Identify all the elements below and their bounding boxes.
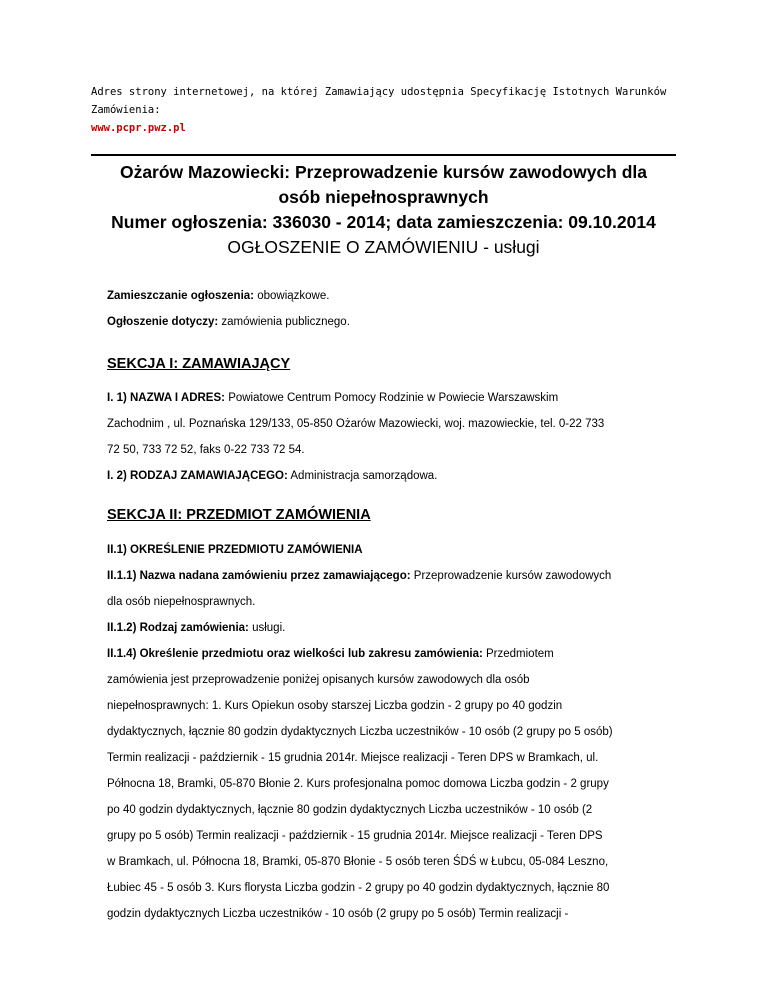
section-2-block bbox=[107, 537, 687, 927]
name-address-line-3: 72 50, 733 72 52, faks 0-22 733 72 54. bbox=[107, 444, 305, 456]
concerns-label: Ogłoszenie dotyczy: bbox=[107, 316, 219, 328]
section-1-block bbox=[107, 385, 687, 489]
section-2-heading: SEKCJA II: PRZEDMIOT ZAMÓWIENIA bbox=[107, 507, 371, 523]
order-scope-line-3: niepełnosprawnych: 1. Kurs Opiekun osoby starszej Liczba godzin - 2 grupy po 40 godzin bbox=[107, 700, 563, 712]
order-scope-line-9: w Bramkach, ul. Północna 18, Bramki, 05-870 Błonie - 5 osób teren ŚDŚ w Łubcu, 05-084 Leszno, bbox=[107, 856, 609, 868]
subject-subheading-text: II.1) OKREŚLENIE PRZEDMIOTU ZAMÓWIENIA bbox=[107, 544, 363, 556]
title-line-1: Ożarów Mazowiecki: Przeprowadzenie kursów zawodowych dla bbox=[119, 162, 648, 182]
name-address-line-2: Zachodnim , ul. Poznańska 129/133, 05-850 Ożarów Mazowiecki, woj. mazowieckie, tel. 0-22 733 bbox=[107, 418, 605, 430]
order-scope-row bbox=[107, 641, 687, 667]
order-name-label: II.1.1) Nazwa nadana zamówieniu przez zamawiającego: bbox=[107, 570, 411, 582]
intro-block bbox=[107, 283, 687, 335]
posting-row bbox=[107, 283, 687, 309]
posting-value: obowiązkowe. bbox=[257, 290, 330, 302]
order-scope-line-4: dydaktycznych, łącznie 80 godzin dydaktycznych Liczba uczestników - 10 osób (2 grupy po 5 osób) bbox=[107, 726, 613, 738]
order-kind-row bbox=[107, 615, 687, 641]
notice-number-line: Numer ogłoszenia: 336030 - 2014; data zamieszczenia: 09.10.2014 bbox=[111, 212, 656, 232]
title-divider bbox=[91, 154, 676, 156]
order-scope-line-2: zamówienia jest przeprowadzenie poniżej opisanych kursów zawodowych dla osób bbox=[107, 674, 530, 686]
order-scope-line-6: Północna 18, Bramki, 05-870 Błonie 2. Kurs profesjonalna pomoc domowa Liczba godzin - 2 grupy bbox=[107, 778, 609, 790]
specification-address-note bbox=[91, 83, 691, 137]
specification-url-link[interactable]: www.pcpr.pwz.pl bbox=[91, 122, 186, 134]
name-address-label: I. 1) NAZWA I ADRES: bbox=[107, 392, 225, 404]
name-address-line-1: Powiatowe Centrum Pomocy Rodzinie w Powiecie Warszawskim bbox=[228, 392, 559, 404]
authority-type-label: I. 2) RODZAJ ZAMAWIAJĄCEGO: bbox=[107, 470, 288, 482]
order-kind-value: usługi. bbox=[252, 622, 286, 634]
order-scope-line-11: godzin dydaktycznych Liczba uczestników - 10 osób (2 grupy po 5 osób) Termin realizacji - bbox=[107, 908, 569, 920]
note-line-1: Adres strony internetowej, na której Zamawiający udostępnia Specyfikację Istotnych Warunków bbox=[91, 86, 667, 98]
order-kind-label: II.1.2) Rodzaj zamówienia: bbox=[107, 622, 249, 634]
concerns-value: zamówienia publicznego. bbox=[221, 316, 350, 328]
order-name-value-1: Przeprowadzenie kursów zawodowych bbox=[413, 570, 612, 582]
notice-title bbox=[91, 160, 676, 260]
order-scope-line-7: po 40 godzin dydaktycznych, łącznie 80 godzin dydaktycznych Liczba uczestników - 10 osób (2 bbox=[107, 804, 593, 816]
authority-type-value: Administracja samorządowa. bbox=[290, 470, 438, 482]
contracting-authority-row bbox=[107, 385, 687, 411]
posting-label: Zamieszczanie ogłoszenia: bbox=[107, 290, 254, 302]
order-name-value-2: dla osób niepełnosprawnych. bbox=[107, 596, 256, 608]
order-scope-line-5: Termin realizacji - październik - 15 grudnia 2014r. Miejsce realizacji - Teren DPS w Bramkach, ul. bbox=[107, 752, 599, 764]
order-scope-line-1: Przedmiotem bbox=[486, 648, 554, 660]
authority-type-row bbox=[107, 463, 687, 489]
title-line-2: osób niepełnosprawnych bbox=[278, 187, 489, 207]
subject-subheading bbox=[107, 537, 687, 563]
concerns-row bbox=[107, 309, 687, 335]
note-line-2: Zamówienia: bbox=[91, 104, 161, 116]
order-scope-line-8: grupy po 5 osób) Termin realizacji - październik - 15 grudnia 2014r. Miejsce realizacji - Teren DPS bbox=[107, 830, 603, 842]
order-scope-line-10: Łubiec 45 - 5 osób 3. Kurs florysta Liczba godzin - 2 grupy po 40 godzin dydaktycznych, łącznie 80 bbox=[107, 882, 610, 894]
order-name-row bbox=[107, 563, 687, 589]
notice-type-line: OGŁOSZENIE O ZAMÓWIENIU - usługi bbox=[227, 237, 540, 257]
order-scope-label: II.1.4) Określenie przedmiotu oraz wielkości lub zakresu zamówienia: bbox=[107, 648, 483, 660]
section-1-heading: SEKCJA I: ZAMAWIAJĄCY bbox=[107, 356, 291, 372]
